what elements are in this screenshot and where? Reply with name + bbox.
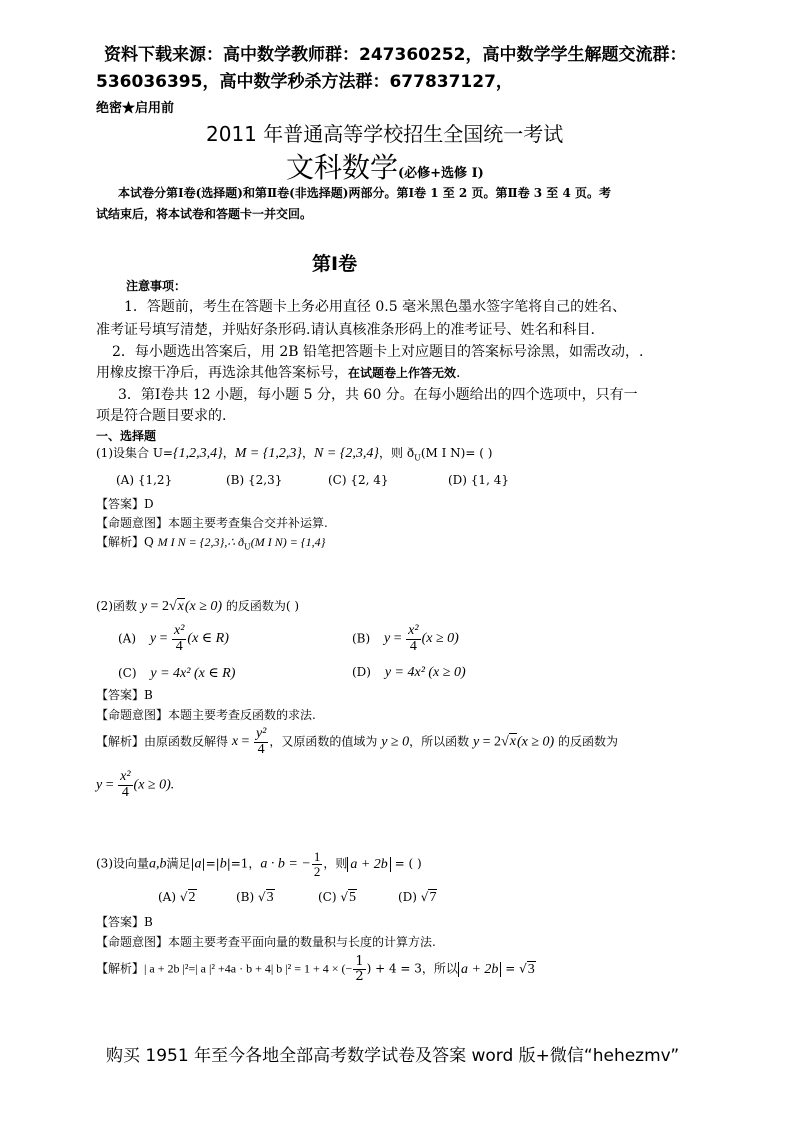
q3-stem-g: ，则 (323, 856, 348, 871)
q2-stem-lead: (2)函数 (96, 599, 141, 613)
notice-item1-line2: 准考证号填写清楚，并贴好条形码.请认真核准条形码上的准考证号、姓名和科目. (96, 322, 595, 338)
notice-item2-line2 (96, 362, 460, 382)
q2-opt-a-den: 4 (175, 638, 183, 654)
q3-analysis-num: 1 (355, 954, 364, 969)
q3-stem-f: |=1， (226, 856, 261, 871)
notice-item2-end: . (456, 365, 461, 381)
part-heading: 一、选择题 (96, 429, 157, 443)
q2-opt-b-eq: = (390, 631, 406, 647)
q3-opt-d-val: 7 (429, 890, 437, 905)
q2-option-c (118, 665, 235, 682)
subject-name: 文科数学 (286, 151, 399, 184)
q2-result-cond: (x ≥ 0). (133, 777, 175, 793)
notice-item2-text: 用橡皮擦干净后，再选涂其他答案标号， (96, 365, 348, 381)
q3-opt-b-label: (B) (236, 890, 255, 904)
q1-set-m: = {1,2,3} (246, 446, 303, 461)
q2-opt-c-label: (C) (118, 666, 137, 680)
section-title: 第Ⅰ卷 (312, 253, 358, 275)
q1-stem-end: (M I N)= ( ) (420, 446, 493, 460)
intro-line-2: 试结束后，将本试卷和答题卡一并交回。 (96, 207, 313, 221)
q1-n: N (314, 446, 324, 461)
q2-fn-y: y (140, 599, 148, 614)
q3-abs-expr: a + 2b (347, 857, 390, 872)
q2-analysis-num: y² (255, 726, 267, 741)
header-line-1: 资料下载来源：高中数学教师群：247360252，高中数学学生解题交流群： (104, 45, 687, 65)
exam-title: 2011 年普通高等学校招生全国统一考试 (206, 122, 564, 146)
q3-option-a: (A) √2 (158, 890, 196, 905)
q2-analysis-fn-x: x (509, 734, 516, 750)
notice-item1-line1: 1．答题前，考生在答题卡上务必用直径 0.5 毫米黑色墨水签字笔将自己的姓名、 (124, 299, 627, 315)
q3-stem (96, 850, 422, 878)
q2-opt-a-cond: (x ∈ R) (187, 631, 229, 647)
intro-line-1: 本试卷分第Ⅰ卷(选择题)和第Ⅱ卷(非选择题)两部分。第Ⅰ卷 1 至 2 页。第Ⅱ卷 3 至 4 页。考 (118, 186, 611, 200)
q3-opt-b-val: 3 (266, 890, 274, 905)
notice-item3-line2: 项是符合题目要求的. (96, 408, 227, 424)
q3-analysis-lead: 【解析】| a + 2b |²=| a |² +4a · b + 4| b |² = 1 + 4 × (− (96, 961, 353, 976)
q3-stem-b: 满足| (166, 856, 195, 871)
q2-opt-a-eq: = (156, 631, 171, 647)
q3-answer: 【答案】B (96, 915, 153, 929)
notice-item3-line1: 3．第Ⅰ卷共 12 小题，每小题 5 分，共 60 分。在每小题给出的四个选项中，只有一 (118, 387, 638, 403)
q2-opt-a-y: y (149, 631, 157, 647)
q1-analysis-mn: M I N (157, 535, 186, 549)
q2-option-d (352, 665, 466, 681)
q2-opt-b-label: (B) (352, 631, 371, 646)
q2-analysis-end: 的反函数为 (554, 734, 619, 749)
q3-analysis-den: 2 (355, 968, 364, 984)
q1-answer: 【答案】D (96, 497, 154, 511)
q3-dot-den: 2 (313, 863, 321, 879)
q3-analysis-eq: = (501, 961, 520, 976)
q2-opt-a-num: x² (173, 623, 185, 638)
q2-analysis-mid: ，又原函数的值域为 (269, 734, 382, 749)
q2-opt-d-expr: y = 4x² (x ≥ 0) (384, 665, 466, 680)
q2-result (96, 770, 174, 800)
q2-stem-end: 的反函数为( ) (222, 599, 300, 613)
header-line-2: 536036395，高中数学秒杀方法群：677837127， (96, 72, 513, 92)
q2-opt-a-label: (A) (118, 631, 137, 646)
q3-opt-a-val: 2 (188, 890, 196, 905)
q3-stem-vec: a,b (149, 856, 167, 872)
q2-opt-d-label: (D) (352, 665, 371, 679)
q3-stem-b-vec: b (219, 856, 227, 872)
q3-opt-c-label: (C) (318, 890, 337, 904)
q1-analysis-lead: 【解析】Q (96, 535, 158, 549)
q3-analysis-abs: a + 2b (458, 962, 501, 977)
q2-opt-b-num: x² (408, 623, 419, 638)
q3-intent: 【命题意图】本题主要考查平面向量的数量积与长度的计算方法. (96, 935, 436, 949)
q3-stem-h: = ( ) (390, 856, 422, 871)
q1-analysis-result: (M I N) = {1,4} (250, 535, 326, 549)
q3-analysis-mid: ) + 4 = 3，所以 (366, 961, 458, 976)
subject-title (286, 146, 484, 186)
q2-analysis-fn-eq: = 2 (479, 734, 502, 750)
q1-stem-mid: ，则 ð (379, 446, 415, 460)
q1-sep2: ， (302, 446, 315, 460)
q2-result-y: y (96, 777, 103, 793)
q3-stem-a: a (194, 856, 202, 872)
q2-opt-b-y: y (384, 631, 391, 647)
q2-opt-b-cond: (x ≥ 0) (421, 631, 459, 647)
q2-analysis-fn-y: y (472, 734, 480, 750)
q2-analysis-eq: = (238, 734, 253, 750)
q2-stem: (2)函数 y = 2√x(x ≥ 0) 的反函数为( ) (96, 599, 300, 614)
q2-fn-eq: = 2 (147, 599, 169, 614)
q1-analysis-eq: = {2,3},∴ ð (185, 535, 244, 549)
q2-analysis-lead: 【解析】由原函数反解得 (96, 734, 232, 749)
q1-analysis (96, 533, 325, 551)
q2-analysis-x: x (231, 734, 239, 750)
q1-sub-u: U (414, 453, 421, 463)
q2-fn-x: x (177, 599, 184, 614)
q2-analysis-den: 4 (257, 741, 265, 757)
q2-opt-b-den: 4 (409, 638, 417, 654)
q3-analysis-root: 3 (527, 961, 535, 977)
q1-option-d: (D) {1, 4} (448, 473, 509, 487)
q1-m: M (234, 446, 247, 461)
q2-option-b (352, 624, 459, 654)
notice-item2-emphasis: 在试题卷上作答无效 (348, 366, 457, 380)
subject-note: (必修+选修 I) (398, 166, 484, 181)
q1-set-u: {1,2,3,4} (172, 446, 223, 461)
q2-analysis-mid2: ，所以函数 (409, 734, 473, 749)
q1-intent: 【命题意图】本题主要考查集合交并补运算. (96, 516, 328, 530)
q2-analysis: 【解析】由原函数反解得 x = $\frac{\text{y²}}{4}$ ，又原函数的值域为 y ≥ 0，所以函数 y = 2√x(x ≥ 0) 的反函数为 (96, 726, 619, 757)
q2-result-num: x² (120, 769, 131, 784)
notice-item2-line1: 2．每小题选出答案后，用 2B 铅笔把答题卡上对应题目的答案标号涂黑，如需改动，. (112, 344, 644, 360)
q3-option-b: (B) √3 (236, 890, 274, 905)
q3-dot-num: 1 (313, 849, 321, 864)
q1-option-b: (B) {2,3} (226, 473, 283, 487)
secret-label: 绝密★启用前 (96, 101, 175, 116)
q2-result-den: 4 (121, 784, 129, 800)
q3-dot-expr: a · b = − (260, 856, 311, 872)
q2-option-a (118, 624, 229, 654)
q2-fn-cond: (x ≥ 0) (184, 599, 223, 614)
q1-analysis-sub: U (244, 542, 251, 552)
q3-opt-a-label: (A) (158, 890, 177, 904)
notice-heading: 注意事项： (126, 279, 187, 293)
q2-answer: 【答案】B (96, 688, 153, 702)
q3-option-c: (C) √5 (318, 890, 357, 905)
q2-analysis-range: y ≥ 0 (381, 734, 410, 750)
q3-opt-c-val: 5 (349, 890, 357, 905)
q2-analysis-fn-cond: (x ≥ 0) (516, 734, 555, 750)
q3-opt-d-label: (D) (398, 890, 417, 904)
q3-analysis: 【解析】| a + 2b |²=| a |² +4a · b + 4| b |² = 1 + 4 × (− $\frac{1}{2}$ ) + 4 = 3，所以 a + 2b = √3 (96, 954, 535, 984)
q3-option-d: (D) √7 (398, 890, 437, 905)
q1-option-a: (A) {1,2} (116, 473, 173, 487)
q1-stem-lead: (1)设集合 U= (96, 446, 173, 460)
q1-option-c: (C) {2, 4} (328, 473, 389, 487)
q2-opt-c-expr: y = 4x² (x ∈ R) (150, 666, 236, 681)
q2-result-eq: = (102, 777, 118, 793)
q1-sep1: ， (222, 446, 235, 460)
q3-stem-d: |=| (201, 856, 220, 871)
q1-set-n: = {2,3,4} (323, 446, 380, 461)
q2-intent: 【命题意图】本题主要考查反函数的求法. (96, 708, 316, 722)
footer-ad: 购买 1951 年至今各地全部高考数学试卷及答案 word 版+微信“hehezmv” (106, 1046, 680, 1066)
q3-stem-lead: (3)设向量 (96, 856, 149, 871)
q1-stem (96, 444, 492, 462)
